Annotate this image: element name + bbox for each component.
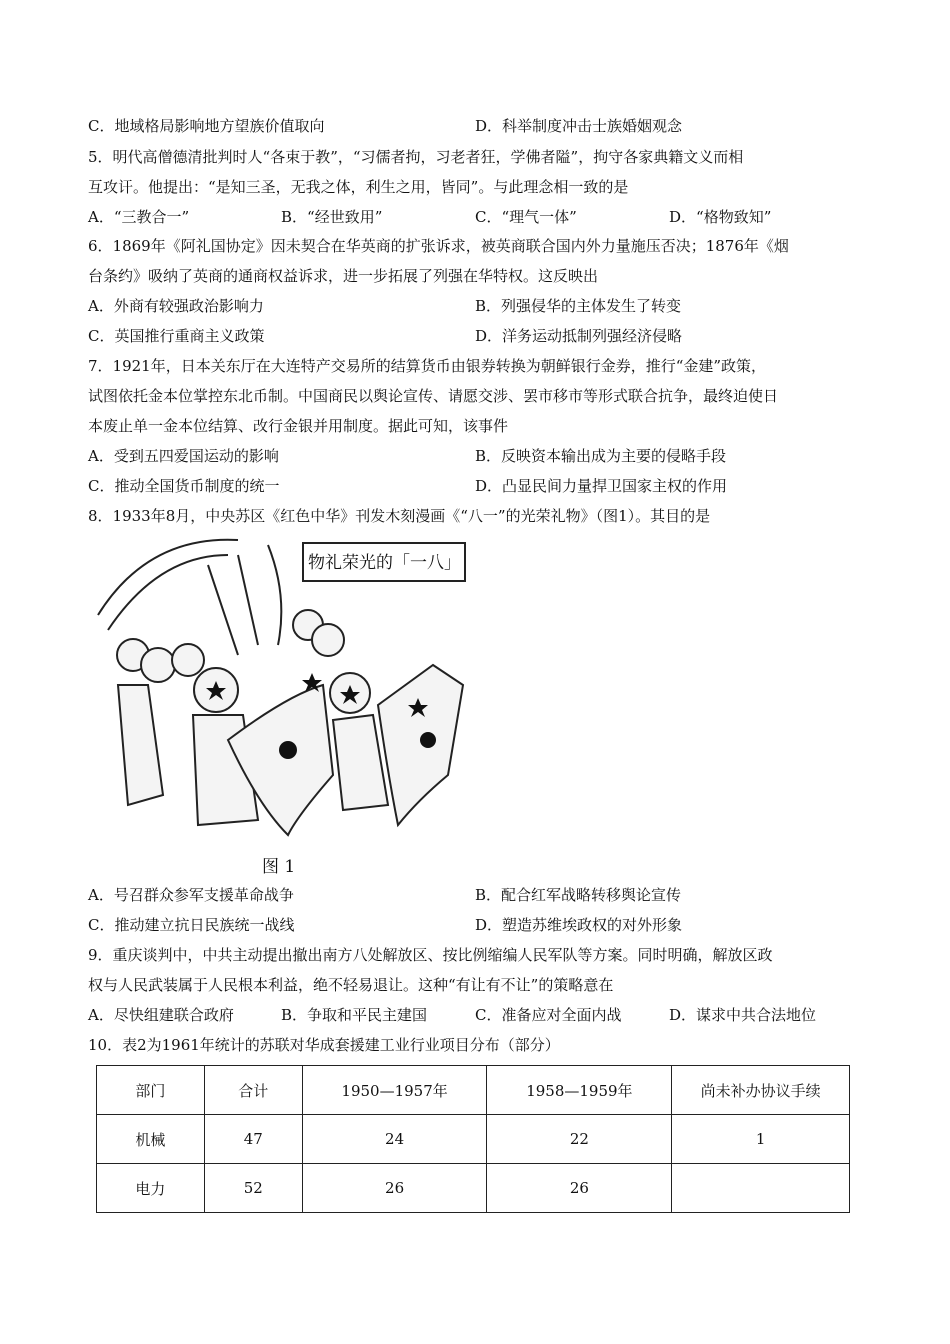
q6-option-a: A．外商有较强政治影响力: [88, 297, 264, 315]
q8-stem: 8．1933年8月，中央苏区《红色中华》刊发木刻漫画《“八一”的光荣礼物》（图1）。其目的是: [88, 507, 711, 525]
table-cell: 机械: [97, 1115, 205, 1164]
table-header-cell: 尚未补办协议手续: [672, 1066, 850, 1115]
table-cell: 26: [487, 1164, 672, 1213]
q7-option-c: C．推动全国货币制度的统一: [88, 477, 280, 495]
q7-stem-line-2: 试图依托金本位掌控东北币制。中国商民以舆论宣传、请愿交涉、罢市移市等形式联合抗争，最终迫使日: [88, 387, 779, 405]
woodcut-cartoon-illustration: [88, 535, 468, 845]
q5-stem-line-1: 5．明代高僧德清批判时人“各束于教”，“习儒者拘，习老者狂，学佛者隘”，拘守各家典籍文义而相: [88, 148, 744, 166]
q4-option-d: D．科举制度冲击士族婚姻观念: [475, 117, 683, 135]
figure-title-banner: [303, 543, 465, 581]
q9-stem-line-2: 权与人民武装属于人民根本利益，绝不轻易退让。这种“有让有不让”的策略意在: [88, 976, 614, 994]
table-header-cell: 合计: [204, 1066, 302, 1115]
table-cell: 26: [302, 1164, 487, 1213]
table-cell: 52: [204, 1164, 302, 1213]
q7-option-b: B．反映资本输出成为主要的侵略手段: [475, 447, 727, 465]
table-cell: 电力: [97, 1164, 205, 1213]
q7-stem-line-3: 本废止单一金本位结算、改行金银并用制度。据此可知，该事件: [88, 417, 509, 435]
q6-option-b: B．列强侵华的主体发生了转变: [475, 297, 682, 315]
table-cell: [672, 1164, 850, 1213]
table-header-cell: 1950—1957年: [302, 1066, 487, 1115]
q8-option-c: C．推动建立抗日民族统一战线: [88, 916, 295, 934]
q5-option-d: D．“格物致知”: [669, 208, 772, 226]
table-cell: 1: [672, 1115, 850, 1164]
q5-option-a: A．“三教合一”: [88, 208, 190, 226]
aid-projects-table: [96, 1065, 850, 1213]
table-cell: 47: [204, 1115, 302, 1164]
table-row: [97, 1164, 850, 1213]
table-header-row: [97, 1066, 850, 1115]
q7-stem-line-1: 7．1921年，日本关东厅在大连特产交易所的结算货币由银券转换为朝鲜银行金券，推行“金建”政策，: [88, 357, 767, 375]
q9-option-b: B．争取和平民主建国: [281, 1006, 428, 1024]
q5-option-c: C．“理气一体”: [475, 208, 577, 226]
q10-stem: 10．表2为1961年统计的苏联对华成套援建工业行业项目分布（部分）: [88, 1036, 560, 1054]
q6-stem-line-2: 台条约》吸纳了英商的通商权益诉求，进一步拓展了列强在华特权。这反映出: [88, 267, 599, 285]
woodcut-cartoon-figure: [88, 535, 468, 845]
table-header-cell: 部门: [97, 1066, 205, 1115]
q7-option-d: D．凸显民间力量捍卫国家主权的作用: [475, 477, 728, 495]
q7-option-a: A．受到五四爱国运动的影响: [88, 447, 279, 465]
q6-option-d: D．洋务运动抵制列强经济侵略: [475, 327, 683, 345]
q4-option-c: C．地域格局影响地方望族价值取向: [88, 117, 325, 135]
q6-option-c: C．英国推行重商主义政策: [88, 327, 265, 345]
table-cell: 22: [487, 1115, 672, 1164]
q5-option-b: B．“经世致用”: [281, 208, 383, 226]
q6-stem-line-1: 6．1869年《阿礼国协定》因未契合在华英商的扩张诉求，被英商联合国内外力量施压否决；1876年《烟: [88, 237, 789, 255]
table-cell: 24: [302, 1115, 487, 1164]
figure-caption: 图 1: [262, 857, 296, 877]
table-header-cell: 1958—1959年: [487, 1066, 672, 1115]
q8-option-d: D．塑造苏维埃政权的对外形象: [475, 916, 683, 934]
q8-option-b: B．配合红军战略转移舆论宣传: [475, 886, 682, 904]
q8-option-a: A．号召群众参军支援革命战争: [88, 886, 294, 904]
figure-title-text: 物礼荣光的「一八」: [308, 553, 461, 573]
q9-option-a: A．尽快组建联合政府: [88, 1006, 234, 1024]
q9-option-d: D．谋求中共合法地位: [669, 1006, 817, 1024]
q9-option-c: C．准备应对全面内战: [475, 1006, 622, 1024]
q5-stem-line-2: 互攻讦。他提出：“是知三圣，无我之体，利生之用，皆同”。与此理念相一致的是: [88, 178, 629, 196]
q9-stem-line-1: 9．重庆谈判中，中共主动提出撤出南方八处解放区、按比例缩编人民军队等方案。同时明确，解放区政: [88, 946, 773, 964]
table-row: [97, 1115, 850, 1164]
